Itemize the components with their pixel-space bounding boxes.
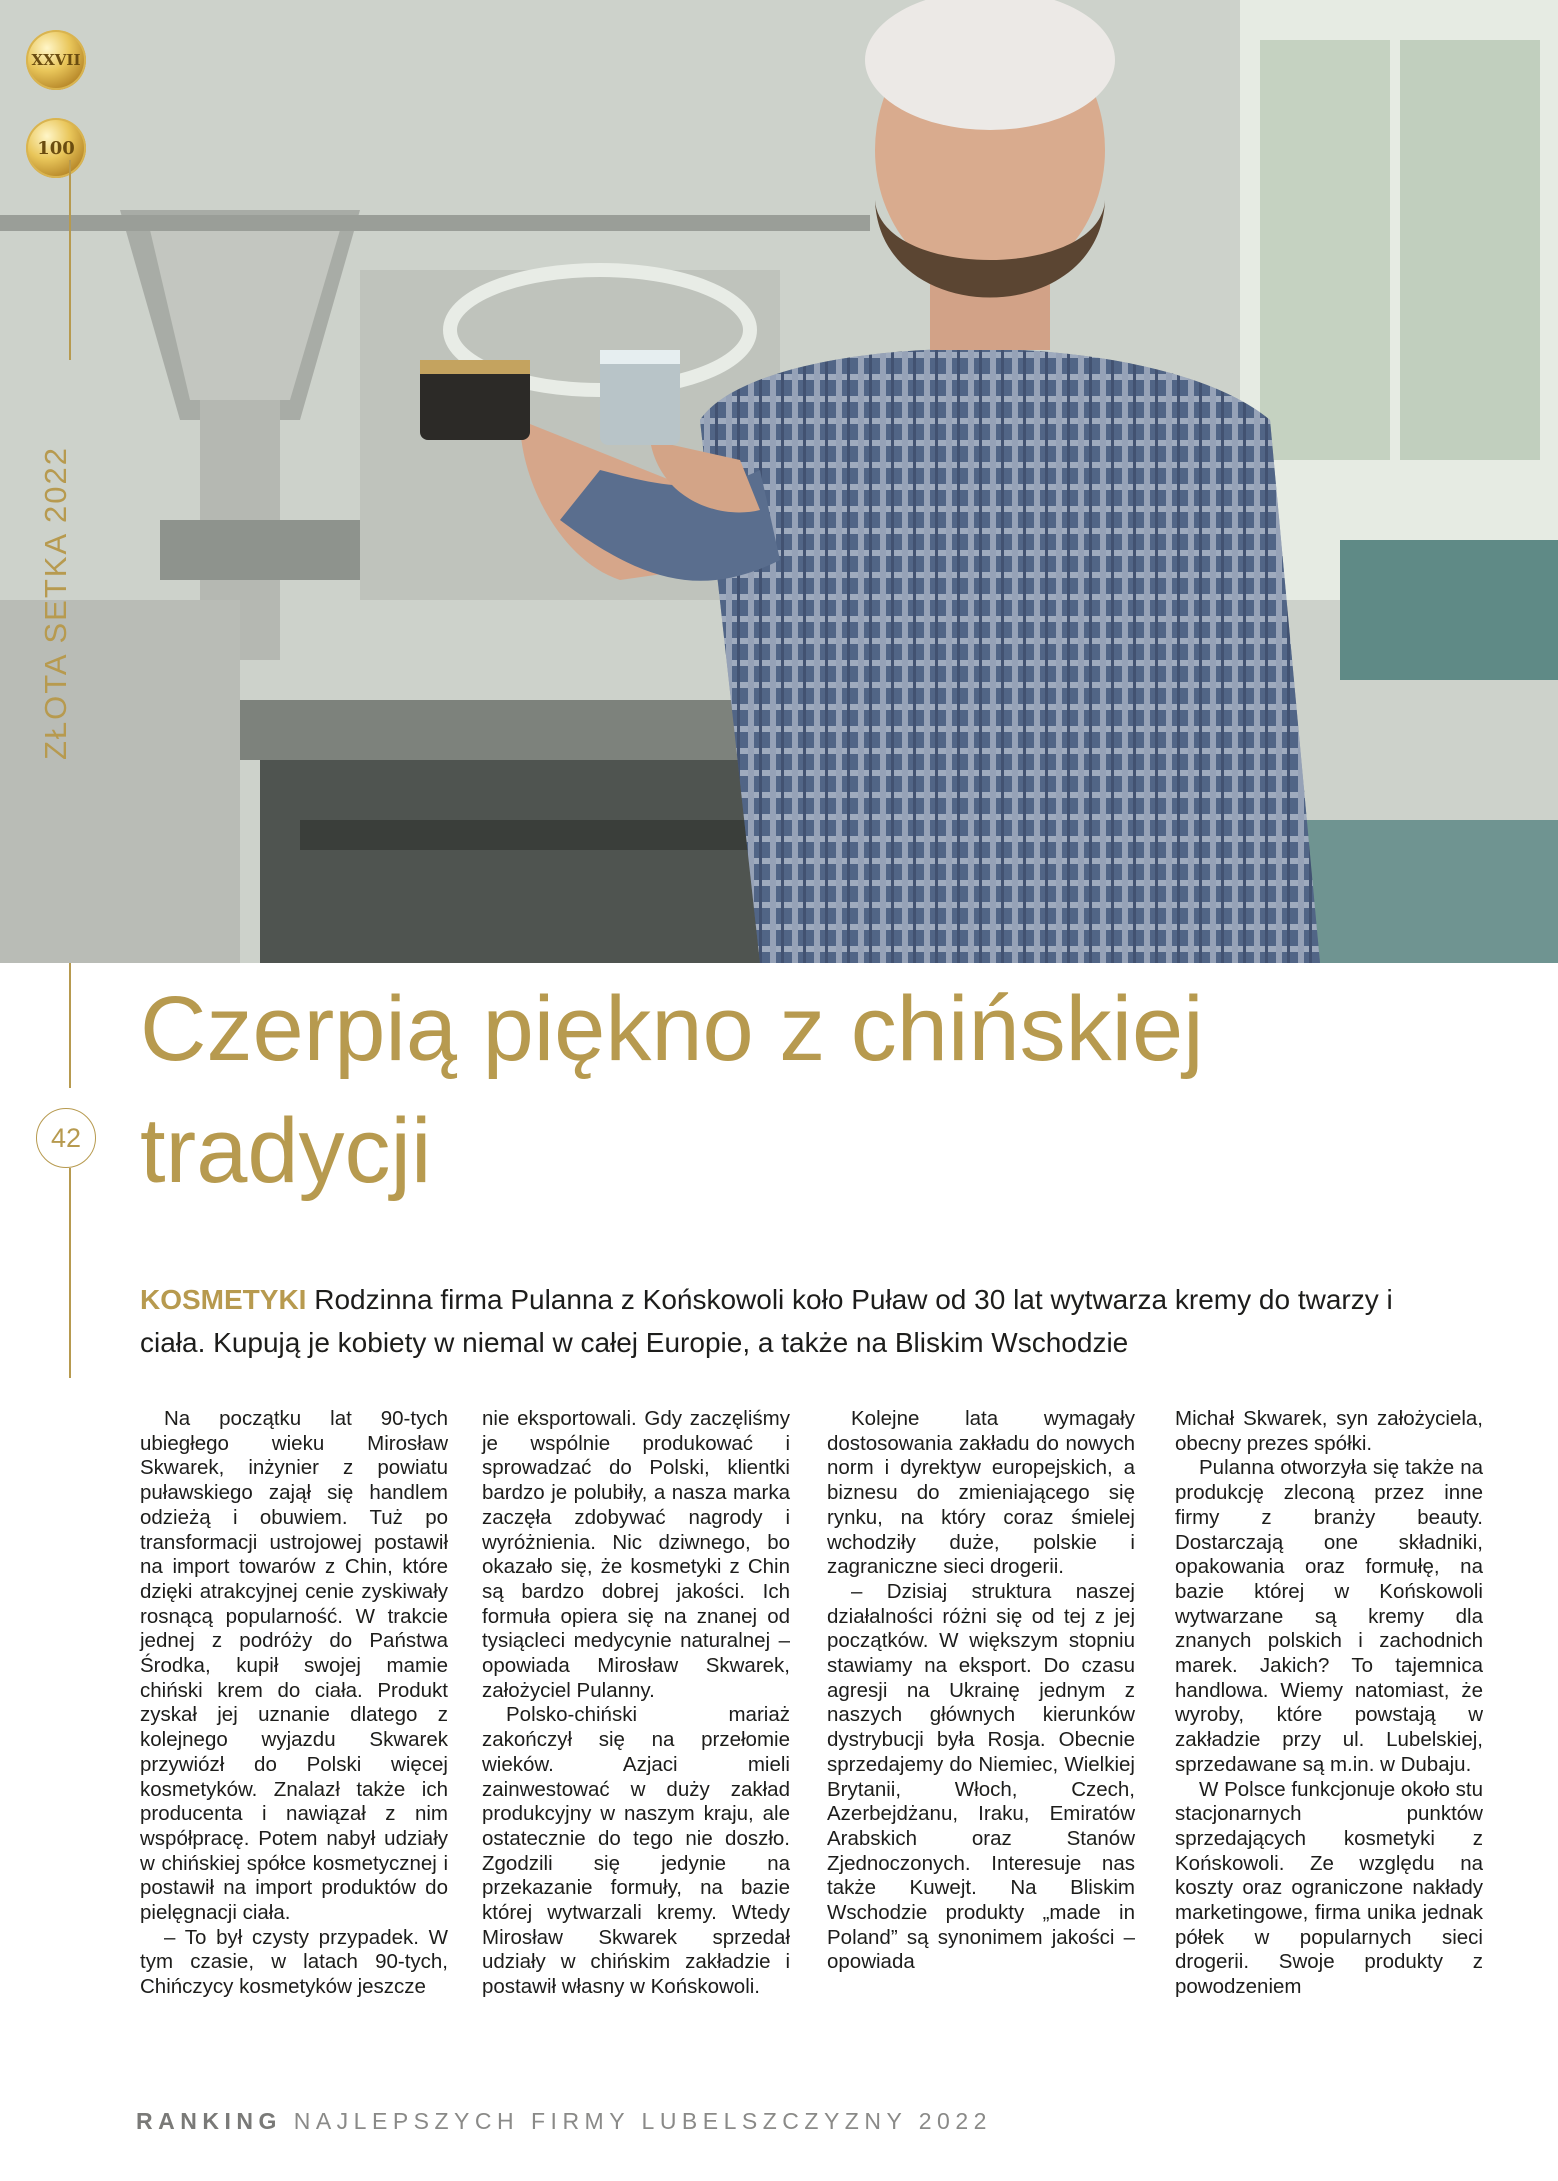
- margin-rule-lower: [69, 1168, 71, 1378]
- section-side-label: ZŁOTA SETKA 2022: [38, 445, 73, 760]
- section-kicker: KOSMETYKI: [140, 1284, 307, 1315]
- article-title-line-1: Czerpią piękno z chińskiej: [140, 978, 1204, 1080]
- article-title: [140, 968, 1460, 1212]
- margin-rule-top: [69, 160, 71, 360]
- paragraph: – To był czysty przypadek. W tym czasie, w latach 90-tych, Chińczycy kosmetyków jeszcze: [140, 1925, 448, 1999]
- hero-photo: [0, 0, 1558, 963]
- hero-photo-illustration: [0, 0, 1558, 963]
- body-column-4: [1175, 1407, 1483, 2000]
- top-100-badge-text: 100: [37, 137, 75, 159]
- paragraph: – Dzisiaj struktura naszej działalności różni się od tej z jej początków. W większym stopniu stawiamy na eksport. Do czasu agresji na Ukrainę jednym z naszych głównych kierunków dystrybucji była Rosja. Obecnie sprzedajemy do Niemiec, Wielkiej Brytanii, Włoch, Czech, Azerbejdżanu, Iraku, Emiratów Arabskich oraz Stanów Zjednoczonych. Interesuje nas także Kuwejt. Na Bliskim Wschodzie produkty „made in Poland” są synonimem jakości – opowiada: [827, 1579, 1135, 1974]
- margin-rule-middle: [69, 963, 71, 1088]
- page-footer: [136, 2108, 992, 2135]
- paragraph: W Polsce funkcjonuje około stu stacjonarnych punktów sprzedających kosmetyki z Końskowoli. Ze względu na koszty oraz ograniczone nakłady marketingowe, firma unika jednak półek w popularnych sieci drogerii. Swoje produkty z powodzeniem: [1175, 1777, 1483, 1999]
- paragraph: Na początku lat 90-tych ubiegłego wieku Mirosław Skwarek, inżynier z powiatu puławskiego zajął się handlem odzieżą i obuwiem. Tuż po transformacji ustrojowej postawił na import towarów z Chin, które dzięki atrakcyjnej cenie zyskiwały rosnącą popularność. W trakcie jednej z podróży do Państwa Środka, kupił swojej mamie chiński krem do ciała. Produkt zyskał jej uznanie dlatego z kolejnego wyjazdu Skwarek przywiózł do Polski więcej kosmetyków. Znalazł także ich producenta i nawiązał z nim współpracę. Potem nabył udziały w chińskiej spółce kosmetycznej i postawił na import produktów do pielęgnacji ciała.: [140, 1407, 448, 1925]
- article-lead: [140, 1278, 1460, 1364]
- article-title-line-2: tradycji: [140, 1100, 432, 1202]
- top-100-badge: [26, 118, 86, 178]
- body-column-3: [827, 1407, 1135, 1975]
- ranking-edition-badge: [26, 30, 86, 90]
- paragraph: Michał Skwarek, syn założyciela, obecny prezes spółki.: [1175, 1407, 1483, 1455]
- footer-strong: RANKING: [136, 2108, 282, 2134]
- body-column-1: [140, 1407, 448, 2000]
- body-column-2: [482, 1407, 790, 2000]
- lead-text: Rodzinna firma Pulanna z Końskowoli koło Puław od 30 lat wytwarza kremy do twarzy i ciała. Kupują je kobiety w niemal w całej Europie, a także na Bliskim Wschodzie: [140, 1284, 1393, 1358]
- footer-rest: NAJLEPSZYCH FIRMY LUBELSZCZYZNY 2022: [281, 2108, 992, 2134]
- page-number: 42: [36, 1108, 96, 1168]
- paragraph: Pulanna otworzyła się także na produkcję zleconą przez inne firmy z branży beauty. Dostarczają one składniki, opakowania oraz formułę, na bazie której w Końskowoli wytwarzane są kremy dla znanych polskich i zachodnich marek. Jakich? To tajemnica handlowa. Wiemy natomiast, że wyroby, które powstają w zakładzie przy ul. Lubelskiej, sprzedawane są m.in. w Dubaju.: [1175, 1456, 1483, 1776]
- ranking-edition-badge-text: XXVII: [31, 51, 81, 69]
- paragraph: nie eksportowali. Gdy zaczęliśmy je wspólnie produkować i sprowadzać do Polski, klientki bardzo je polubiły, a nasza marka zaczęła zdobywać nagrody i wyróżnienia. Nic dziwnego, bo okazało się, że kosmetyki z Chin są bardzo dobrej jakości. Ich formuła opiera się na znanej od tysiącleci medycynie naturalnej – opowiada Mirosław Skwarek, założyciel Pulanny.: [482, 1407, 790, 1702]
- paragraph: Kolejne lata wymagały dostosowania zakładu do nowych norm i dyrektyw europejskich, a biznesu do zmieniającego się rynku, na który coraz śmielej wchodziły duże, polskie i zagraniczne sieci drogerii.: [827, 1407, 1135, 1579]
- paragraph: Polsko-chiński mariaż zakończył się na przełomie wieków. Azjaci mieli zainwestować w duży zakład produkcyjny w naszym kraju, ale ostatecznie do tego nie doszło. Zgodzili się jedynie na przekazanie formuły, na bazie której wytwarzali kremy. Wtedy Mirosław Skwarek sprzedał udziały w chińskim zakładzie i postawił własny w Końskowoli.: [482, 1703, 790, 1999]
